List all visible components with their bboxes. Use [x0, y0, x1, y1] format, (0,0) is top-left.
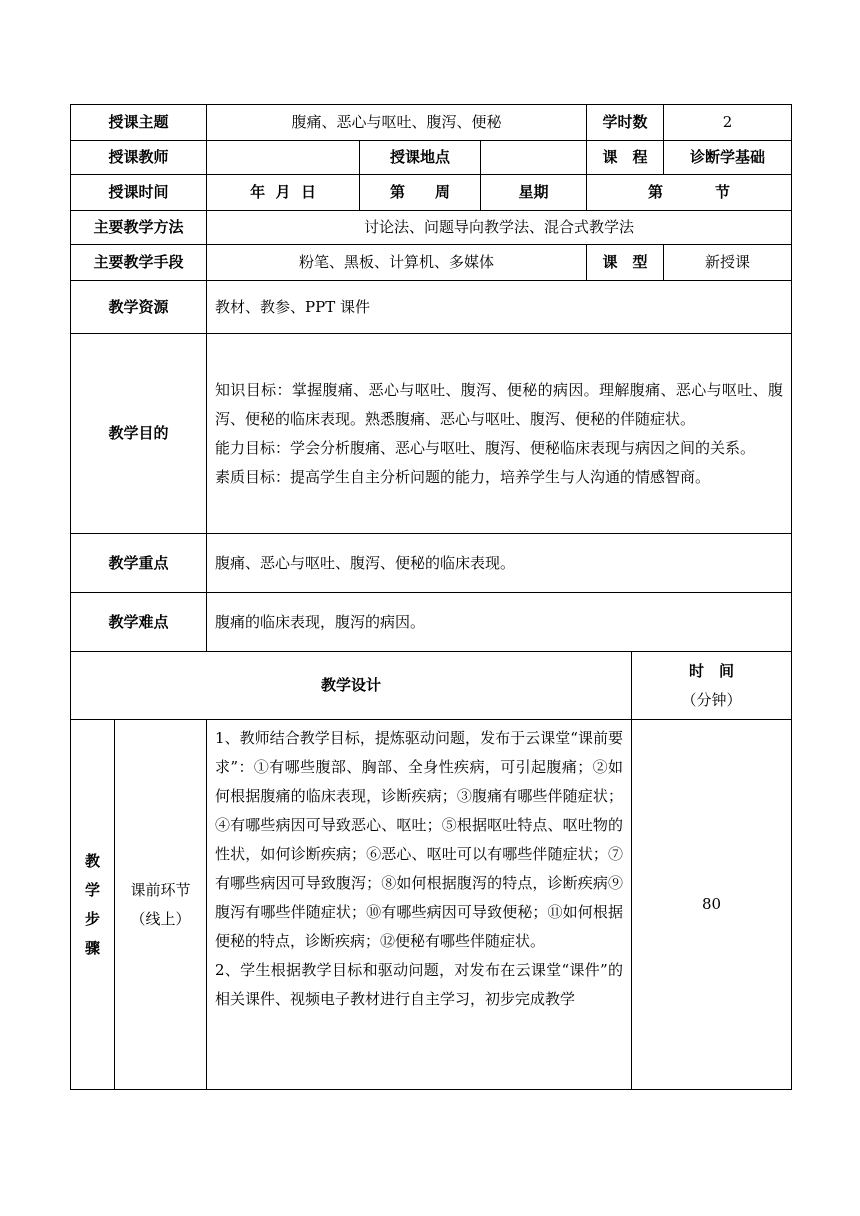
time-header-unit: （分钟）	[681, 690, 742, 709]
section-cell	[587, 175, 792, 211]
step-2: 2、学生根据教学目标和驱动问题，对发布在云课堂“课件”的相关课件、视频电子教材进行自主学习，初步完成教学	[215, 961, 624, 1008]
week-cell	[360, 175, 481, 211]
steps-char: 教	[84, 851, 100, 870]
teacher-value	[207, 141, 360, 175]
steps-char: 学	[84, 880, 100, 899]
course-label: 课 程	[587, 141, 664, 175]
section-suffix: 节	[715, 183, 731, 201]
difficulty-value: 腹痛的临床表现，腹泻的病因。	[207, 593, 792, 652]
row-resource	[71, 281, 792, 334]
date-value: 年 月 日	[207, 175, 360, 211]
pre-class-content	[207, 720, 632, 1090]
means-label: 主要教学手段	[71, 245, 207, 281]
resource-label: 教学资源	[71, 281, 207, 334]
phase-line-1: 课前环节	[130, 880, 191, 899]
design-label: 教学设计	[71, 652, 632, 720]
goals-content	[207, 334, 792, 534]
section-prefix: 第	[648, 183, 664, 201]
place-value	[481, 141, 587, 175]
minutes-value: 80	[632, 720, 792, 1090]
means-value: 粉笔、黑板、计算机、多媒体	[207, 245, 587, 281]
goals-label: 教学目的	[71, 334, 207, 534]
row-key-points	[71, 534, 792, 593]
method-label: 主要教学方法	[71, 211, 207, 245]
time-header	[632, 652, 792, 720]
teacher-label: 授课教师	[71, 141, 207, 175]
hours-label: 学时数	[587, 105, 664, 141]
steps-char: 骤	[84, 938, 100, 957]
topic-value: 腹痛、恶心与呕吐、腹泻、便秘	[207, 105, 587, 141]
row-means	[71, 245, 792, 281]
week-suffix: 周	[435, 183, 451, 201]
difficulty-label: 教学难点	[71, 593, 207, 652]
topic-label: 授课主题	[71, 105, 207, 141]
key-value: 腹痛、恶心与呕吐、腹泻、便秘的临床表现。	[207, 534, 792, 593]
phase-label	[115, 720, 207, 1090]
row-goals	[71, 334, 792, 534]
course-value: 诊断学基础	[664, 141, 792, 175]
place-label: 授课地点	[360, 141, 481, 175]
row-pre-class	[71, 720, 792, 1090]
type-label: 课 型	[587, 245, 664, 281]
key-label: 教学重点	[71, 534, 207, 593]
row-method	[71, 211, 792, 245]
row-design-header	[71, 652, 792, 720]
knowledge-goal: 知识目标：掌握腹痛、恶心与呕吐、腹泻、便秘的病因。理解腹痛、恶心与呕吐、腹泻、便秘的临床表现。熟悉腹痛、恶心与呕吐、腹泻、便秘的伴随症状。	[215, 380, 784, 428]
row-topic	[71, 105, 792, 141]
resource-value: 教材、教参、PPT 课件	[207, 281, 792, 334]
step-1: 1、教师结合教学目标，提炼驱动问题，发布于云课堂“课前要求”：①有哪些腹部、胸部、全身性疾病，可引起腹痛；②如何根据腹痛的临床表现，诊断疾病；③腹痛有哪些伴随症状；④有哪些病因可导致恶心、呕吐；⑤根据呕吐特点、呕吐物的性状，如何诊断疾病；⑥恶心、呕吐可以有哪些伴随症状；⑦有哪些病因可导致腹泻；⑧如何根据腹泻的特点，诊断疾病⑨腹泻有哪些伴随症状；⑩有哪些病因可导致便秘；⑪如何根据便秘的特点，诊断疾病；⑫便秘有哪些伴随症状。	[215, 729, 624, 950]
hours-value: 2	[664, 105, 792, 141]
row-teacher	[71, 141, 792, 175]
method-value: 讨论法、问题导向教学法、混合式教学法	[207, 211, 792, 245]
weekday-label: 星期	[481, 175, 587, 211]
row-difficulties	[71, 593, 792, 652]
time-label: 授课时间	[71, 175, 207, 211]
phase-line-2: （线上）	[130, 909, 191, 928]
quality-goal: 素质目标：提高学生自主分析问题的能力，培养学生与人沟通的情感智商。	[215, 467, 711, 486]
steps-label	[71, 720, 115, 1090]
time-header-label: 时 间	[689, 661, 735, 680]
steps-char: 步	[84, 909, 100, 928]
lesson-plan-table	[70, 104, 792, 1090]
ability-goal: 能力目标：学会分析腹痛、恶心与呕吐、腹泻、便秘临床表现与病因之间的关系。	[215, 438, 756, 457]
type-value: 新授课	[664, 245, 792, 281]
row-time	[71, 175, 792, 211]
week-prefix: 第	[390, 183, 406, 201]
